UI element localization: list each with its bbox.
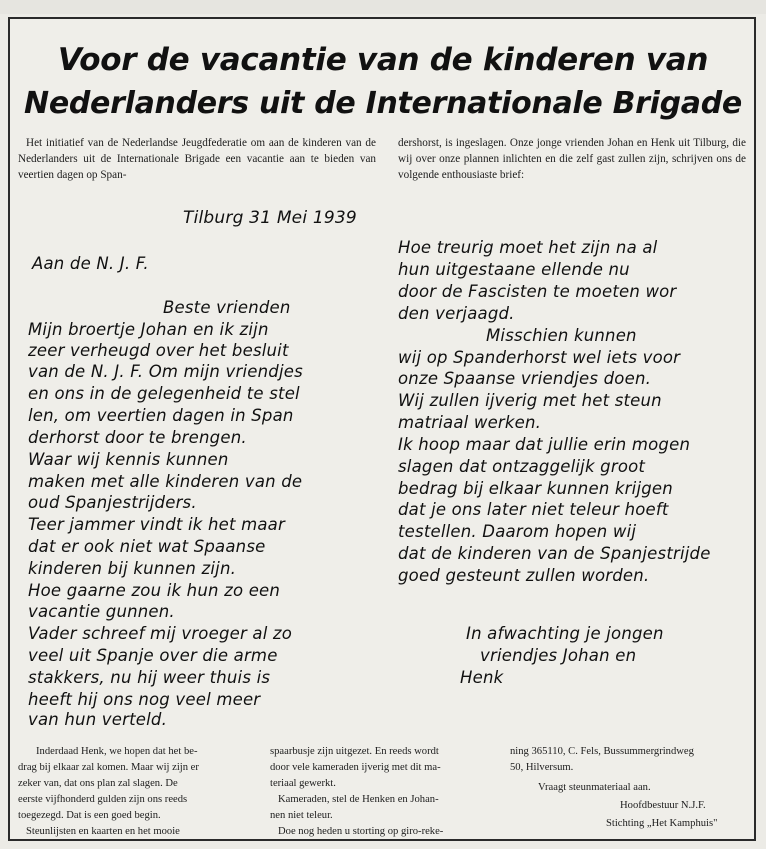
letter-right-line: onze Spaanse vriendjes doen. xyxy=(398,369,652,388)
letter-right-line: testellen. Daarom hopen wij xyxy=(398,522,637,541)
letter-left-line: heeft hij ons nog veel meer xyxy=(28,690,261,709)
letter-right-line: dat de kinderen van de Spanjestrijde xyxy=(398,544,711,563)
bottom-col2-line: Doe nog heden u storting op giro-reke- xyxy=(278,826,444,837)
bottom-col2-line: nen niet teleur. xyxy=(270,810,333,821)
bottom-col3-line: ning 365110, C. Fels, Bussummergrindweg xyxy=(510,746,694,757)
letter-closing-line: In afwachting je jongen xyxy=(466,624,664,643)
letter-signature: Henk xyxy=(460,668,504,687)
letter-right-line: hun uitgestaane ellende nu xyxy=(398,260,630,279)
letter-left-line: oud Spanjestrijders. xyxy=(28,493,197,512)
letter-right-line: Wij zullen ijverig met het steun xyxy=(398,391,662,410)
letter-left-line: van de N. J. F. Om mijn vriendjes xyxy=(28,362,303,381)
bottom-col3-line: Vraagt steunmateriaal aan. xyxy=(538,782,651,793)
letter-left-line: Vader schreef mij vroeger al zo xyxy=(28,624,293,643)
letter-right-line: wij op Spanderhorst wel iets voor xyxy=(398,348,681,367)
bottom-col2-line: door vele kameraden ijverig met dit ma- xyxy=(270,762,441,773)
letter-right-line: Hoe treurig moet het zijn na al xyxy=(398,238,658,257)
bottom-col1-line: Inderdaad Henk, we hopen dat het be- xyxy=(36,746,198,757)
intro-paragraph-left: Het initiatief van de Nederlandse Jeugdfederatie om aan de kinderen van de Nederlanders uit de Internationale Brigade een vacantie aan te bieden van veertien dagen op Span- xyxy=(18,137,376,181)
letter-left-line: stakkers, nu hij weer thuis is xyxy=(28,668,271,687)
letter-right-line: den verjaagd. xyxy=(398,304,515,323)
letter-right-line: goed gesteunt zullen worden. xyxy=(398,566,650,585)
letter-right-line: dat je ons later niet teleur hoeft xyxy=(398,500,669,519)
letter-left-line: zeer verheugd over het besluit xyxy=(28,341,289,360)
letter-right-line: Misschien kunnen xyxy=(486,326,637,345)
letter-left-line: derhorst door te brengen. xyxy=(28,428,247,447)
letter-address: Aan de N. J. F. xyxy=(32,254,149,273)
letter-right-line: matriaal werken. xyxy=(398,413,542,432)
letter-left-line: kinderen bij kunnen zijn. xyxy=(28,559,237,578)
letter-left-line: vacantie gunnen. xyxy=(28,602,175,621)
letter-salutation: Beste vrienden xyxy=(163,298,291,317)
letter-right-line: slagen dat ontzaggelijk groot xyxy=(398,457,646,476)
letter-left-line: len, om veertien dagen in Span xyxy=(28,406,294,425)
headline-line-1: Voor de vacantie van de kinderen van xyxy=(57,42,709,78)
letter-left-line: Mijn broertje Johan en ik zijn xyxy=(28,320,269,339)
letter-right-line: door de Fascisten te moeten wor xyxy=(398,282,677,301)
letter-left-line: Teer jammer vindt ik het maar xyxy=(28,515,285,534)
letter-left-line: dat er ook niet wat Spaanse xyxy=(28,537,266,556)
letter-left-line: Waar wij kennis kunnen xyxy=(28,450,229,469)
bottom-col2-line: Kameraden, stel de Henken en Johan- xyxy=(278,794,439,805)
bottom-col1-line: eerste vijfhonderd gulden zijn ons reeds xyxy=(18,794,188,805)
letter-left-line: Hoe gaarne zou ik hun zo een xyxy=(28,581,281,600)
headline-line-2: Nederlanders uit de Internationale Brigade xyxy=(24,86,742,121)
bottom-col1-line: drag bij elkaar zal komen. Maar wij zijn er xyxy=(18,762,199,773)
letter-closing-line: vriendjes Johan en xyxy=(480,646,637,665)
intro-paragraph-right: dershorst, is ingeslagen. Onze jonge vrienden Johan en Henk uit Tilburg, die wij over onze plannen inlichten en die zelf gast zullen zijn, schrijven ons de volgende enthousiaste brief: xyxy=(398,137,746,181)
letter-left-line: veel uit Spanje over die arme xyxy=(28,646,278,665)
letter-left-line: van hun verteld. xyxy=(28,710,168,729)
bottom-col3-line: Stichting „Het Kamphuis" xyxy=(606,818,718,829)
letter-left-line: maken met alle kinderen van de xyxy=(28,472,303,491)
bottom-col3-line: Hoofdbestuur N.J.F. xyxy=(620,800,706,811)
bottom-col2-line: teriaal gewerkt. xyxy=(270,778,336,789)
bottom-col3-line: 50, Hilversum. xyxy=(510,762,574,773)
top-margin xyxy=(0,0,766,14)
bottom-col2-line: spaarbusje zijn uitgezet. En reeds wordt xyxy=(270,746,439,757)
bottom-col1-line: zeker van, dat ons plan zal slagen. De xyxy=(18,778,178,789)
letter-right-line: bedrag bij elkaar kunnen krijgen xyxy=(398,479,673,498)
letter-dateline: Tilburg 31 Mei 1939 xyxy=(183,208,357,228)
bottom-col1-line: Steunlijsten en kaarten en het mooie xyxy=(26,826,180,837)
letter-left-line: en ons in de gelegenheid te stel xyxy=(28,384,300,403)
bottom-col1-line: toegezegd. Dat is een goed begin. xyxy=(18,810,161,821)
letter-right-line: Ik hoop maar dat jullie erin mogen xyxy=(398,435,691,454)
